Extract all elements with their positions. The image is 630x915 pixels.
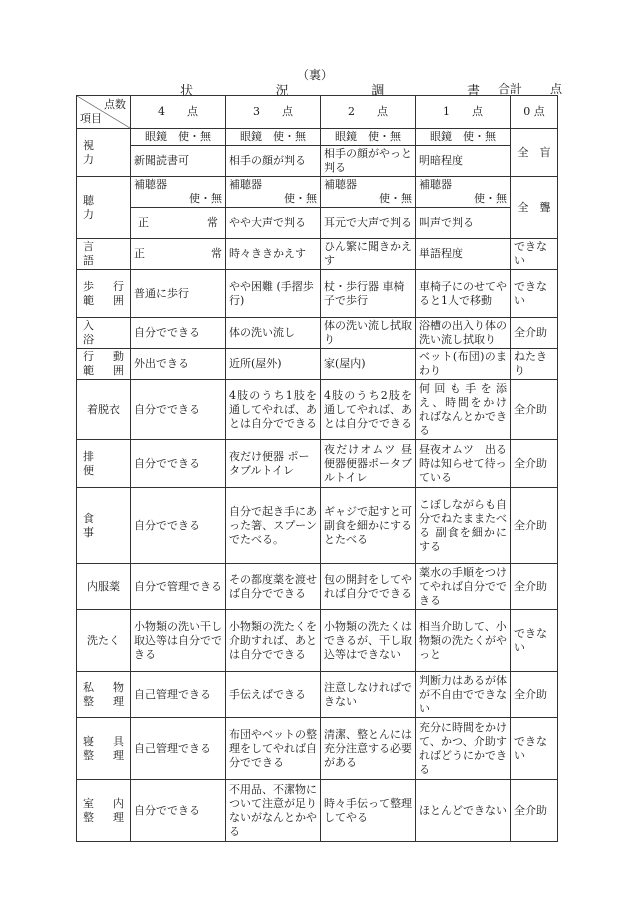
- hearing-aid-label: 補聴器: [229, 178, 262, 191]
- hearing-aid-usage: 使・無: [474, 192, 507, 205]
- language-4: 正 常: [131, 239, 226, 270]
- hearing-row: [77, 208, 558, 239]
- item-bathing: 入 浴: [77, 318, 131, 349]
- hearing-0: 全 聾: [511, 177, 558, 239]
- item-room: 室 内 整 理: [77, 780, 131, 842]
- hearing-3: やや大声で判る: [226, 208, 321, 239]
- medication-1: 薬水の手順をつけてやれば自分でできる: [416, 564, 511, 610]
- item-excretion: 排 便: [77, 440, 131, 488]
- vision-glasses-3: 眼鏡 使・無: [226, 129, 321, 146]
- activity-0: ねたきり: [511, 349, 558, 380]
- activity-1: ベット(布団)のまわり: [416, 349, 511, 380]
- item-activity-range: 行 動 範 囲: [77, 349, 131, 380]
- vision-2: 相手の顔がやっと判る: [321, 146, 416, 177]
- language-row: [77, 239, 558, 270]
- bathing-3: 体の洗い流し: [226, 318, 321, 349]
- col-3-points: 3 点: [226, 96, 321, 129]
- laundry-3: 小物類の洗たくを介助すれば、あとは自分でできる: [226, 610, 321, 672]
- room-row: [77, 780, 558, 842]
- hearing-row-aid: [77, 177, 558, 208]
- hearing-aid-1: [416, 177, 511, 208]
- excretion-1: 昼夜オムツ 出る時は知らせて待っている: [416, 440, 511, 488]
- laundry-2: 小物類の洗たくはできるが、干し取込等はできない: [321, 610, 416, 672]
- col-1-points: 1 点: [416, 96, 511, 129]
- excretion-0: 全介助: [511, 440, 558, 488]
- col-4-points: 4 点: [131, 96, 226, 129]
- vision-4: 新聞読書可: [131, 146, 226, 177]
- hearing-aid-usage: 使・無: [284, 192, 317, 205]
- bedding-0: できない: [511, 718, 558, 780]
- title-char: 調: [371, 84, 385, 99]
- item-laundry: 洗たく: [77, 610, 131, 672]
- room-2: 時々手伝って整理してやる: [321, 780, 416, 842]
- hearing-aid-label: 補聴器: [134, 178, 167, 191]
- room-4: 自分でできる: [131, 780, 226, 842]
- hearing-4-a: 正: [138, 216, 149, 229]
- bathing-4: 自分でできる: [131, 318, 226, 349]
- item-walking: 歩 行 範 囲: [77, 270, 131, 318]
- bedding-row: [77, 718, 558, 780]
- hearing-4: [131, 208, 226, 239]
- belongings-1: 判断力はあるが体が不自由でできない: [416, 672, 511, 718]
- room-3: 不用品、不潔物について注意が足りないがなんとかやる: [226, 780, 321, 842]
- bedding-3: 布団やベットの整理をしてやれば自分でできる: [226, 718, 321, 780]
- item-medication: 内服薬: [77, 564, 131, 610]
- vision-glasses-4: 眼鏡 使・無: [131, 129, 226, 146]
- hearing-aid-usage: 使・無: [379, 192, 412, 205]
- hearing-4-b: 常: [207, 216, 218, 229]
- col-0-points: 0 点: [511, 96, 558, 129]
- assessment-table: [76, 95, 558, 842]
- laundry-0: できない: [511, 610, 558, 672]
- vision-3: 相手の顔が判る: [226, 146, 321, 177]
- vision-glasses-2: 眼鏡 使・無: [321, 129, 416, 146]
- item-vision: 視 力: [77, 129, 131, 177]
- hearing-2: 耳元で大声で判る: [321, 208, 416, 239]
- bathing-2: 体の洗い流し拭取り: [321, 318, 416, 349]
- excretion-2: 夜だけオムツ 昼便器便器ポータブルトイレ: [321, 440, 416, 488]
- hearing-aid-label: 補聴器: [419, 178, 452, 191]
- medication-2: 包の開封をしてやれば自分でできる: [321, 564, 416, 610]
- meals-3: 自分で起き手にあった箸、スプーンでたべる。: [226, 488, 321, 564]
- walking-row: [77, 270, 558, 318]
- item-hearing: 聴 力: [77, 177, 131, 239]
- language-1: 単語程度: [416, 239, 511, 270]
- bedding-4: 自己管理できる: [131, 718, 226, 780]
- dressing-row: [77, 380, 558, 440]
- bathing-row: [77, 318, 558, 349]
- corner-score-label: 点数: [104, 98, 126, 111]
- walking-4: 普通に歩行: [131, 270, 226, 318]
- dressing-3: 4肢のうち1肢を通してやれば、あとは自分でできる: [226, 380, 321, 440]
- bathing-0: 全介助: [511, 318, 558, 349]
- meals-4: 自分でできる: [131, 488, 226, 564]
- room-1: ほとんどできない: [416, 780, 511, 842]
- meals-0: 全介助: [511, 488, 558, 564]
- total-unit: 点: [550, 82, 563, 96]
- dressing-4: 自分でできる: [131, 380, 226, 440]
- excretion-4: 自分でできる: [131, 440, 226, 488]
- hearing-aid-4: [131, 177, 226, 208]
- hearing-aid-usage: 使・無: [189, 192, 222, 205]
- bathing-1: 浴槽の出入り体の洗い流し拭取り: [416, 318, 511, 349]
- walking-2: 杖・歩行器 車椅子で歩行: [321, 270, 416, 318]
- corner-cell: [77, 96, 131, 129]
- hearing-aid-2: [321, 177, 416, 208]
- title-char: 状: [180, 84, 194, 99]
- hearing-1: 叫声で判る: [416, 208, 511, 239]
- vision-row: [77, 146, 558, 177]
- language-0: できない: [511, 239, 558, 270]
- title-char: 況: [275, 84, 289, 99]
- laundry-4: 小物類の洗い干し取込等は自分でできる: [131, 610, 226, 672]
- corner-item-label: 項目: [80, 112, 102, 125]
- belongings-row: [77, 672, 558, 718]
- walking-1: 車椅子にのせてやると1人で移動: [416, 270, 511, 318]
- excretion-3: 夜だけ便器 ポータブルトイレ: [226, 440, 321, 488]
- language-2: ひん繁に聞きかえす: [321, 239, 416, 270]
- walking-0: できない: [511, 270, 558, 318]
- title-char: 書: [466, 84, 480, 99]
- belongings-3: 手伝えばできる: [226, 672, 321, 718]
- meals-2: ギャジで起すと可 副食を細かにするとたべる: [321, 488, 416, 564]
- laundry-row: [77, 610, 558, 672]
- language-3: 時々ききかえす: [226, 239, 321, 270]
- item-meals: 食 事: [77, 488, 131, 564]
- page-side-label: （裏）: [296, 68, 333, 82]
- belongings-0: 全介助: [511, 672, 558, 718]
- vision-row-glasses: [77, 129, 558, 146]
- hearing-aid-label: 補聴器: [324, 178, 357, 191]
- medication-3: その都度薬を渡せば自分でできる: [226, 564, 321, 610]
- dressing-0: 全介助: [511, 380, 558, 440]
- meals-1: こぼしながらも自分でねたままたべる 副食を細かにする: [416, 488, 511, 564]
- item-language: 言 語: [77, 239, 131, 270]
- activity-2: 家(屋内): [321, 349, 416, 380]
- dressing-1: 何回も手を添え、時間をかければなんとかできる: [416, 380, 511, 440]
- medication-0: 全介助: [511, 564, 558, 610]
- vision-1: 明暗程度: [416, 146, 511, 177]
- dressing-2: 4肢のうち2肢を通してやれば、あとは自分でできる: [321, 380, 416, 440]
- meals-row: [77, 488, 558, 564]
- vision-glasses-1: 眼鏡 使・無: [416, 129, 511, 146]
- room-0: 全介助: [511, 780, 558, 842]
- item-belongings: 私 物 整 理: [77, 672, 131, 718]
- col-2-points: 2 点: [321, 96, 416, 129]
- item-bedding: 寝 具 整 理: [77, 718, 131, 780]
- bedding-1: 充分に時間をかけて、かつ、介助すればどうにかできる: [416, 718, 511, 780]
- activity-row: [77, 349, 558, 380]
- bedding-2: 清潔、整とんには充分注意する必要がある: [321, 718, 416, 780]
- laundry-1: 相当介助して、小物類の洗たくがやっと: [416, 610, 511, 672]
- activity-3: 近所(屋外): [226, 349, 321, 380]
- medication-row: [77, 564, 558, 610]
- total-label: 合計: [498, 82, 523, 96]
- belongings-4: 自己管理できる: [131, 672, 226, 718]
- header-row: [77, 96, 558, 129]
- hearing-aid-3: [226, 177, 321, 208]
- activity-4: 外出できる: [131, 349, 226, 380]
- vision-0: 全 盲: [511, 129, 558, 177]
- medication-4: 自分で管理できる: [131, 564, 226, 610]
- excretion-row: [77, 440, 558, 488]
- belongings-2: 注意しなければできない: [321, 672, 416, 718]
- item-dressing: 着脱衣: [77, 380, 131, 440]
- walking-3: やや困難 (手摺歩行): [226, 270, 321, 318]
